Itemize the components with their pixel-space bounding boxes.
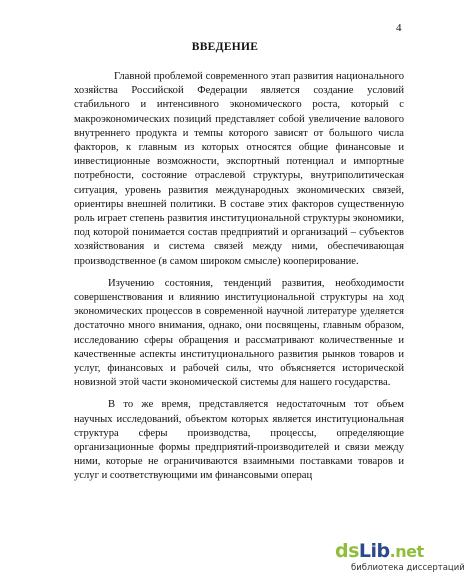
page-heading: ВВЕДЕНИЕ [191, 41, 259, 53]
logo-net: .net [389, 542, 424, 561]
logo-lib: Lib [358, 540, 390, 562]
dslib-watermark[interactable] [329, 537, 465, 579]
paragraph-1: Главной проблемой современного этап развития национального хозяйства Российской Федерации является создание условий стабильного и интенсивного экономического роста, который с макроэкономических позиций представляет собой увеличение валового внутреннего продукта и темпы которого зависят от большого числа факторов, к главным из которых относятся общие финансовые и инвестиционные возможности, экспортный потенциал и импортные потребности, состояние отраслевой структуры, внутриполитическая ситуация, уровень развития международных экономических связей, ориентиры внешней политики. В составе этих факторов существенную роль играет степень развития институциональной структуры экономики, под которой понимается состав предприятий и организаций – субъектов хозяйствования и система связей между ними, обеспечивающая производственное (в самом широком смысле) кооперирование. [74, 71, 404, 267]
watermark-subtitle: библиотека диссертаций [351, 563, 465, 573]
paragraph-3: В то же время, представляется недостаточным тот объем научных исследований, объектом которых является институциональная структура сферы производства, процессы, определяющие организационные формы предприятий-производителей и связи между ними, которые не ограничиваются взаимными поставками товаров и услуг и соответствующими им финансовыми операц [74, 399, 404, 482]
page-number: 4 [396, 22, 402, 34]
document-body [74, 70, 404, 492]
dslib-logo [335, 540, 424, 562]
logo-ds: ds [335, 540, 359, 562]
paragraph-2: Изучению состояния, тенденций развития, необходимости совершенствования и влиянию институциональной структуры на ход экономических процессов в современной научной литературе уделяется достаточно много внимания, однако, они посвящены, главным образом, исследованию сферы обращения и рассматривают количественные и качественные аспекты институционального развития рынков товаров и услуг, финансовых и рабочей силы, что объясняется исторической новизной этой части экономической системы для нашего государства. [74, 277, 404, 389]
